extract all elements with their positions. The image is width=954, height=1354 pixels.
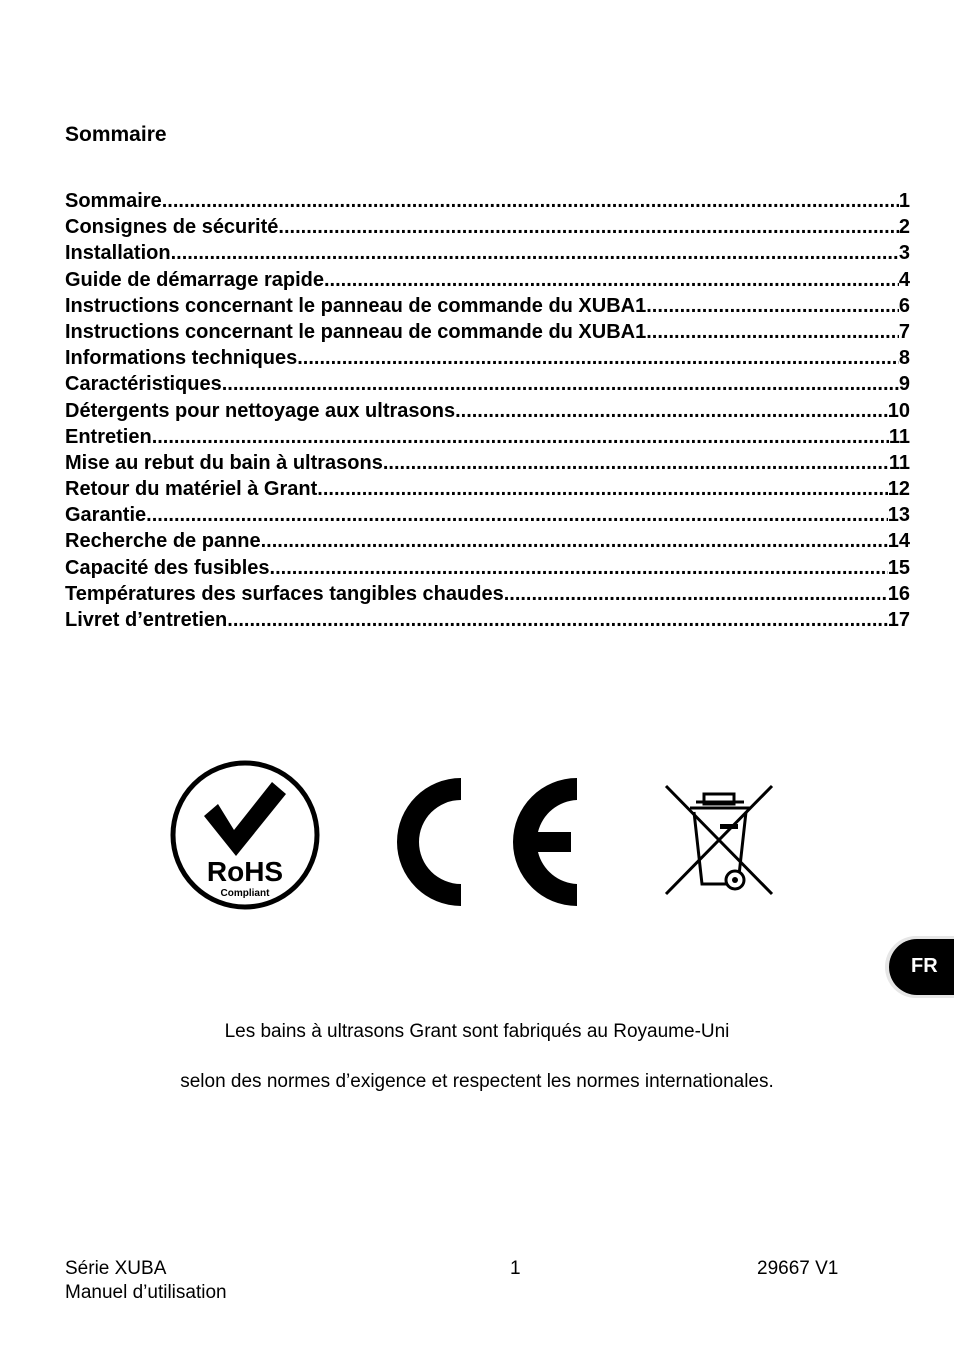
toc-entry[interactable] <box>65 293 910 319</box>
toc-entry-page: 15 <box>887 556 910 579</box>
rohs-text: RoHS <box>206 856 284 887</box>
footer-manual: Manuel d’utilisation <box>65 1282 227 1303</box>
toc-entry-title: Retour du matériel à Grant <box>65 478 318 501</box>
toc-entry-page: 4 <box>898 268 910 291</box>
toc-entry-title: Mise au rebut du bain à ultrasons <box>65 451 383 474</box>
toc-entry-title: Informations techniques <box>65 347 298 370</box>
certification-logos <box>0 750 954 920</box>
toc-leader-dots <box>646 319 899 345</box>
toc-leader-dots <box>270 555 888 581</box>
toc-entry-page: 3 <box>898 242 910 265</box>
manufacture-note: Les bains à ultrasons Grant sont fabriqués au Royaume-Uni <box>224 1021 730 1042</box>
toc-leader-dots <box>504 581 888 607</box>
toc-entry-title: Sommaire <box>65 190 162 212</box>
toc-entry-title: Recherche de panne <box>65 530 261 553</box>
toc-entry[interactable] <box>65 319 910 345</box>
toc-entry-page: 17 <box>887 609 910 631</box>
toc-entry[interactable] <box>65 581 910 607</box>
toc-entry-page: 9 <box>898 373 910 396</box>
toc-entry-page: 11 <box>888 451 910 474</box>
language-tab-label: FR <box>911 955 938 977</box>
toc-entry-title: Installation <box>65 242 171 265</box>
toc-entry-title: Entretien <box>65 425 152 448</box>
toc-entry-page: 6 <box>898 294 910 317</box>
footer-doc-ref: 29667 V1 <box>757 1258 839 1279</box>
toc-entry-title: Guide de démarrage rapide <box>65 268 324 291</box>
toc-entry[interactable] <box>65 188 910 214</box>
language-tab[interactable] <box>889 939 954 995</box>
toc-entry-page: 11 <box>888 425 910 448</box>
toc-entry-page: 16 <box>887 582 910 605</box>
toc-entry[interactable] <box>65 267 910 293</box>
toc-entry-title: Instructions concernant le panneau de commande du XUBA1 <box>65 294 647 317</box>
toc-leader-dots <box>383 450 889 476</box>
toc-leader-dots <box>222 371 899 397</box>
toc-entry-page: 1 <box>898 190 910 212</box>
toc-entry-page: 7 <box>898 320 910 343</box>
rohs-sub-text: Compliant <box>220 888 270 899</box>
toc-entry[interactable] <box>65 450 910 476</box>
toc-leader-dots <box>317 476 887 502</box>
toc-leader-dots <box>146 502 888 528</box>
crossed-bin-icon <box>660 780 778 900</box>
toc-entry[interactable] <box>65 555 910 581</box>
toc-entry-title: Capacité des fusibles <box>65 556 270 579</box>
toc-entry[interactable] <box>65 214 910 240</box>
standards-note: selon des normes d’exigence et respectent les normes internationales. <box>180 1071 774 1092</box>
toc-entry[interactable] <box>65 240 910 266</box>
toc-entry-title: Caractéristiques <box>65 373 222 396</box>
footer-series: Série XUBA <box>65 1258 167 1279</box>
toc-entry-page: 12 <box>887 478 910 501</box>
toc-entry-title: Détergents pour nettoyage aux ultrasons <box>65 399 456 422</box>
toc-leader-dots <box>227 607 887 633</box>
toc-entry[interactable] <box>65 424 910 450</box>
toc-leader-dots <box>171 240 899 266</box>
toc-leader-dots <box>324 267 899 293</box>
toc-entry[interactable] <box>65 502 910 528</box>
toc-entry-title: Températures des surfaces tangibles chaudes <box>65 582 504 605</box>
toc-entry[interactable] <box>65 345 910 371</box>
toc-entry-title: Instructions concernant le panneau de commande du XUBA1 <box>65 320 647 343</box>
toc-entry[interactable] <box>65 528 910 554</box>
toc-entry-page: 13 <box>887 504 910 527</box>
toc-entry[interactable] <box>65 398 910 424</box>
toc-leader-dots <box>455 398 888 424</box>
page-title: Sommaire <box>65 123 167 146</box>
ce-mark-icon <box>385 772 580 912</box>
footer-left <box>65 1257 227 1305</box>
toc-leader-dots <box>297 345 899 371</box>
table-of-contents <box>65 188 910 633</box>
toc-entry[interactable] <box>65 607 910 633</box>
toc-entry-page: 14 <box>887 530 910 553</box>
toc-leader-dots <box>646 293 899 319</box>
toc-entry-title: Consignes de sécurité <box>65 216 279 239</box>
toc-entry[interactable] <box>65 476 910 502</box>
toc-leader-dots <box>162 188 899 214</box>
toc-leader-dots <box>261 528 888 554</box>
toc-leader-dots <box>278 214 898 240</box>
toc-entry[interactable] <box>65 371 910 397</box>
toc-entry-title: Garantie <box>65 504 147 527</box>
toc-leader-dots <box>152 424 889 450</box>
footer-page-number: 1 <box>510 1258 521 1279</box>
toc-entry-page: 10 <box>887 399 910 422</box>
toc-entry-page: 2 <box>898 216 910 239</box>
toc-entry-title: Livret d’entretien <box>65 609 228 631</box>
rohs-logo <box>168 758 322 912</box>
toc-entry-page: 8 <box>898 347 910 370</box>
